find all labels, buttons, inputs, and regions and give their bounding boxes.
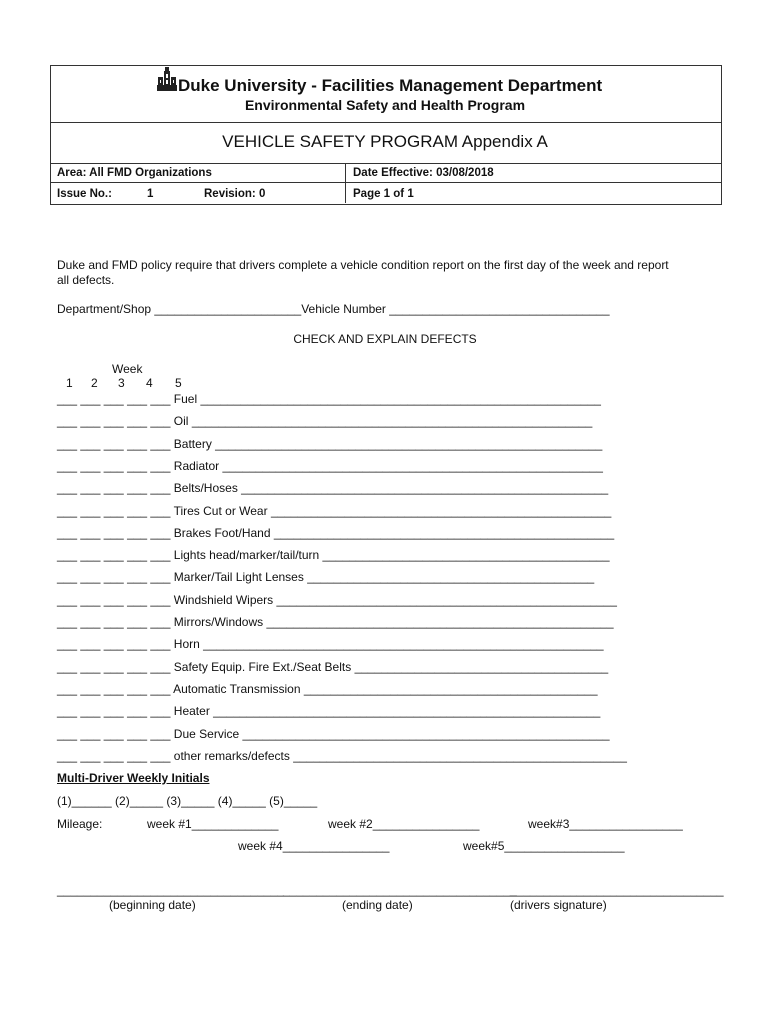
defect-explanation-line[interactable]: ___________________________________________ [307, 570, 595, 585]
defect-explanation-line[interactable]: _________________________________________________________ [222, 458, 603, 473]
week-number-1: 1 [66, 376, 73, 390]
checklist-row [57, 459, 603, 473]
week-checkboxes[interactable]: ___ ___ ___ ___ ___ [57, 704, 171, 719]
checklist-item-label: Mirrors/Windows [173, 615, 264, 629]
header-column-divider [345, 163, 346, 203]
defect-explanation-line[interactable]: ___________________________________________________ [273, 525, 615, 540]
area-field: Area: All FMD Organizations [57, 167, 212, 179]
week-checkboxes[interactable]: ___ ___ ___ ___ ___ [57, 637, 171, 652]
checklist-row [57, 504, 611, 518]
checklist-item-label: Marker/Tail Light Lenses [173, 570, 304, 585]
checklist-item-label: Due Service [173, 726, 240, 741]
page-number: Page 1 of 1 [353, 188, 414, 200]
defect-explanation-line[interactable]: __________________________________________________________ [215, 436, 603, 451]
mileage-week-4[interactable]: week #4________________ [238, 839, 390, 853]
checklist-item-label: Radiator [173, 458, 220, 473]
mileage-week-2[interactable]: week #2________________ [328, 817, 480, 831]
checklist-row [57, 615, 614, 629]
week-checkboxes[interactable]: ___ ___ ___ ___ ___ [57, 659, 171, 674]
checklist-row [57, 682, 598, 696]
checklist-row [57, 727, 610, 741]
checklist-item-label: Brakes Foot/Hand [173, 525, 271, 540]
org-title: Duke University - Facilities Management Department [178, 76, 603, 95]
checklist-row [57, 481, 608, 495]
week-checkboxes[interactable]: ___ ___ ___ ___ ___ [57, 481, 171, 496]
beginning-date-line[interactable]: __________________________________ [57, 883, 284, 897]
checklist-row [57, 548, 610, 562]
week-number-4: 4 [146, 376, 153, 390]
defect-explanation-line[interactable]: ____________________________________________________________ [191, 414, 593, 429]
defect-explanation-line[interactable]: ____________________________________________ [303, 681, 598, 696]
week-checkboxes[interactable]: ___ ___ ___ ___ ___ [57, 414, 171, 429]
checklist-item-label: Belts/Hoses [173, 481, 238, 496]
checklist-row [57, 637, 604, 651]
issue-value: 1 [147, 188, 154, 200]
checklist-item-label: Lights head/marker/tail/turn [173, 548, 320, 563]
checklist-row [57, 437, 602, 451]
defect-explanation-line[interactable]: __________________________________________________________ [213, 704, 601, 719]
week-number-3: 3 [118, 376, 125, 390]
week-checkboxes[interactable]: ___ ___ ___ ___ ___ [57, 615, 171, 629]
checklist-item-label: Oil [173, 414, 189, 429]
defect-explanation-line[interactable]: ____________________________________________________________ [203, 637, 604, 652]
week-checkboxes[interactable]: ___ ___ ___ ___ ___ [57, 681, 171, 696]
defect-explanation-line[interactable]: ___________________________________________________ [276, 592, 617, 607]
checklist-row [57, 704, 600, 718]
week-number-5: 5 [175, 376, 182, 390]
header-divider-2 [50, 163, 721, 164]
defect-explanation-line[interactable]: __________________________________________________ [293, 748, 627, 763]
week-checkboxes[interactable]: ___ ___ ___ ___ ___ [57, 592, 171, 607]
week-number-2: 2 [91, 376, 98, 390]
checklist-row [57, 660, 608, 674]
program-subtitle: Environmental Safety and Health Program [244, 97, 526, 113]
defect-explanation-line[interactable]: ___________________________________________ [322, 548, 610, 563]
checklist-row [57, 593, 617, 607]
multi-driver-title: Multi-Driver Weekly Initials [57, 771, 210, 785]
week-checkboxes[interactable]: ___ ___ ___ ___ ___ [57, 548, 171, 563]
driver-signature-line[interactable]: ________________________________ [510, 883, 724, 897]
checklist-item-label: Automatic Transmission [173, 681, 301, 696]
header-divider-1 [50, 122, 721, 123]
checklist-row [57, 414, 592, 428]
beginning-date-caption: (beginning date) [109, 898, 196, 912]
week-checkboxes[interactable]: ___ ___ ___ ___ ___ [57, 503, 171, 518]
defect-explanation-line[interactable]: _______________________________________________________ [242, 726, 610, 741]
header-divider-3 [50, 182, 721, 183]
revision-field: Revision: 0 [204, 188, 266, 200]
week-checkboxes[interactable]: ___ ___ ___ ___ ___ [57, 726, 171, 741]
week-checkboxes[interactable]: ___ ___ ___ ___ ___ [57, 392, 171, 406]
document-title: VEHICLE SAFETY PROGRAM Appendix A [222, 132, 548, 151]
checklist-row [57, 749, 627, 763]
defect-explanation-line[interactable]: ____________________________________________________ [266, 615, 614, 629]
checklist-item-label: Heater [173, 704, 210, 719]
ending-date-caption: (ending date) [342, 898, 413, 912]
defect-explanation-line[interactable]: ____________________________________________________________ [200, 392, 601, 406]
week-checkboxes[interactable]: ___ ___ ___ ___ ___ [57, 748, 171, 763]
issue-label: Issue No.: [57, 188, 112, 200]
date-effective-field: Date Effective: 03/08/2018 [353, 167, 494, 179]
checklist-item-label: Tires Cut or Wear [173, 503, 268, 518]
checklist-item-label: Battery [173, 436, 212, 451]
defect-explanation-line[interactable]: ___________________________________________________ [270, 503, 612, 518]
week-checkboxes[interactable]: ___ ___ ___ ___ ___ [57, 458, 171, 473]
week-label: Week [112, 362, 143, 376]
mileage-week-3[interactable]: week#3_________________ [528, 817, 683, 831]
checklist-row [57, 392, 601, 406]
mileage-week-5[interactable]: week#5__________________ [463, 839, 625, 853]
intro-text-line-1: Duke and FMD policy require that drivers complete a vehicle condition report on the first day of the week and report [57, 258, 669, 272]
checklist-item-label: other remarks/defects [173, 748, 290, 763]
department-vehicle-line[interactable]: Department/Shop ______________________Vehicle Number _________________________________ [57, 302, 610, 316]
ending-date-line[interactable]: ___________________________________ [283, 883, 517, 897]
defect-explanation-line[interactable]: ______________________________________ [354, 659, 609, 674]
week-checkboxes[interactable]: ___ ___ ___ ___ ___ [57, 570, 171, 585]
week-checkboxes[interactable]: ___ ___ ___ ___ ___ [57, 436, 171, 451]
checklist-item-label: Windshield Wipers [173, 592, 274, 607]
driver-signature-caption: (drivers signature) [510, 898, 607, 912]
mileage-label: Mileage: [57, 817, 103, 831]
section-title: CHECK AND EXPLAIN DEFECTS [293, 332, 477, 346]
driver-initials-line[interactable]: (1)______ (2)_____ (3)_____ (4)_____ (5)_____ [57, 794, 318, 808]
defect-explanation-line[interactable]: _______________________________________________________ [241, 481, 609, 496]
duke-chapel-logo-icon [157, 67, 177, 91]
checklist-row [57, 570, 594, 584]
checklist-row [57, 526, 614, 540]
checklist-item-label: Fuel [173, 392, 198, 406]
mileage-week-1[interactable]: week #1_____________ [147, 817, 279, 831]
checklist-item-label: Safety Equip. Fire Ext./Seat Belts [173, 659, 352, 674]
week-checkboxes[interactable]: ___ ___ ___ ___ ___ [57, 525, 171, 540]
intro-text-line-2: all defects. [57, 273, 115, 287]
checklist-item-label: Horn [173, 637, 200, 652]
